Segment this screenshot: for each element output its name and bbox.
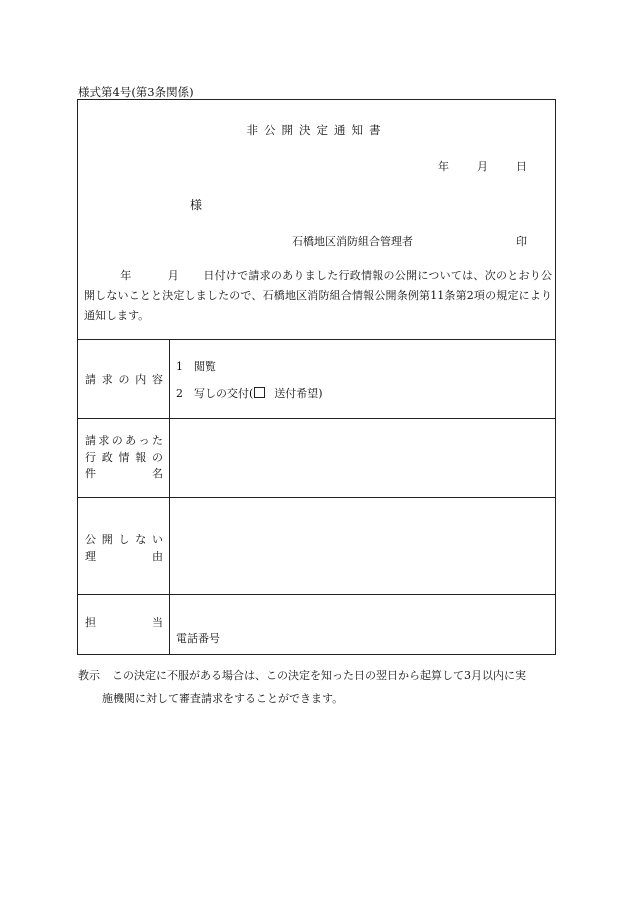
form-number: 様式第4号(第3条関係) [78, 85, 194, 99]
phone-number-label: 電話番号 [176, 632, 220, 645]
body-month-unit: 月 [167, 269, 180, 282]
document-name-field[interactable] [170, 419, 555, 496]
reason-label: 公 開 し な い 理 由 [85, 533, 163, 563]
issue-date [438, 158, 527, 174]
seal-mark: 印 [516, 235, 527, 248]
table-top-rule [78, 339, 555, 340]
date-year-unit: 年 [438, 160, 449, 173]
reason-field[interactable] [170, 498, 555, 593]
request-content-label: 請 求 の 内 容 [85, 373, 163, 386]
option-inspection: 1 閲覧 [176, 360, 216, 373]
notice-form [77, 99, 556, 655]
body-text: 日付けで請求のありました行政情報の公開については、次のとおり公開しないことと決定しましたので、石橋地区消防組合情報公開条例第11条第2項の規定により通知します。 [84, 269, 553, 322]
instruction-heading: 教示 [78, 669, 100, 682]
document-name-label: 請 求 の あ っ た 行 政 情 報 の 件 名 [85, 434, 163, 480]
label-column-divider [169, 339, 170, 655]
instruction-note-line1: 教示 この決定に不服がある場合は、この決定を知った日の翌日から起算して3月以内に実 [78, 669, 526, 682]
row-divider-3 [78, 594, 555, 595]
addressee-suffix: 様 [190, 198, 203, 212]
issuer-name: 石橋地区消防組合管理者 [292, 235, 413, 248]
date-day-unit: 日 [516, 160, 527, 173]
mail-delivery-checkbox[interactable] [254, 387, 265, 398]
date-month-unit: 月 [477, 160, 488, 173]
contact-label: 担 当 [85, 616, 163, 629]
document-title: 非公開決定通知書 [246, 123, 387, 137]
option-copy-delivery: 2 写しの交付( 送付希望) [176, 387, 323, 400]
instruction-note-line2: 施機関に対して審査請求をすることができます。 [102, 692, 344, 705]
notice-body [84, 266, 552, 326]
body-year-unit: 年 [120, 269, 132, 282]
